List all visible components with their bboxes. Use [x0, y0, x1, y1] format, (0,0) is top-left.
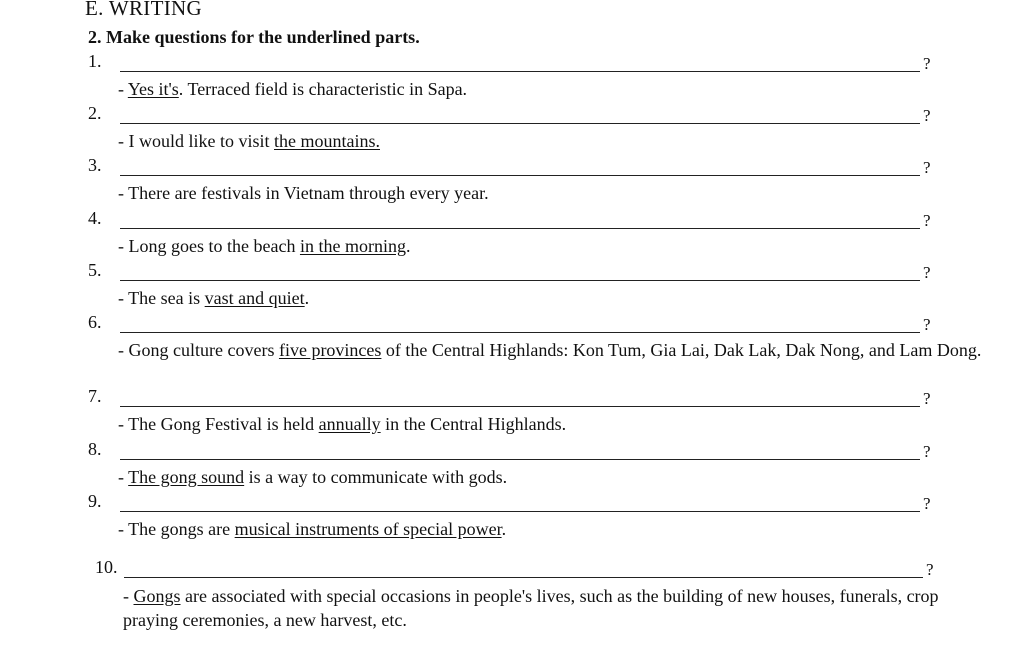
answer-blank-line[interactable] — [120, 406, 920, 407]
underlined-part: musical instruments of special power — [234, 519, 502, 539]
sentence-text: - The sea is — [118, 288, 205, 308]
answer-blank-line[interactable] — [120, 228, 920, 229]
answer-sentence — [118, 338, 993, 362]
question-mark: ? — [923, 263, 931, 282]
question-mark: ? — [923, 389, 931, 408]
item-number: 9. — [88, 491, 102, 511]
underlined-part: annually — [318, 414, 381, 434]
item-number: 4. — [88, 208, 102, 228]
answer-blank-line[interactable] — [120, 459, 920, 460]
sentence-text: - — [118, 79, 128, 99]
question-mark: ? — [923, 158, 931, 177]
sentence-text: - — [123, 586, 134, 606]
item-number: 10. — [95, 557, 118, 577]
answer-blank-line[interactable] — [120, 511, 920, 512]
question-mark: ? — [923, 106, 931, 125]
question-mark: ? — [923, 54, 931, 73]
sentence-text: in the Central Highlands. — [380, 414, 567, 434]
underlined-part: Gongs — [133, 586, 181, 606]
item-number: 1. — [88, 51, 102, 71]
answer-sentence — [123, 584, 993, 632]
sentence-text: - — [118, 467, 129, 487]
answer-blank-line[interactable] — [120, 123, 920, 124]
underlined-part: Yes it's — [127, 79, 179, 99]
item-number: 3. — [88, 155, 102, 175]
item-number: 5. — [88, 260, 102, 280]
sentence-text: . Terraced field is characteristic in Sapa. — [178, 79, 468, 99]
underlined-part: The gong sound — [128, 467, 245, 487]
sentence-text: are associated with special occasions in people's lives, such as the building of new houses, funerals, crop praying ceremonies, a new harvest, etc. — [123, 586, 939, 630]
sentence-text: - There are festivals in Vietnam through every year. — [118, 183, 489, 203]
question-mark: ? — [923, 315, 931, 334]
item-number: 7. — [88, 386, 102, 406]
sentence-text: . — [405, 236, 411, 256]
answer-sentence — [118, 412, 998, 436]
sentence-text: is a way to communicate with gods. — [244, 467, 508, 487]
answer-sentence — [118, 465, 998, 489]
answer-sentence — [118, 517, 998, 541]
item-number: 2. — [88, 103, 102, 123]
section-title: E. WRITING — [85, 0, 202, 20]
question-mark: ? — [923, 494, 931, 513]
sentence-text: - Long goes to the beach — [118, 236, 300, 256]
sentence-text: - The gongs are — [118, 519, 235, 539]
answer-blank-line[interactable] — [120, 332, 920, 333]
sentence-text: - Gong culture covers — [118, 340, 279, 360]
task-instruction: 2. Make questions for the underlined parts. — [88, 27, 420, 47]
sentence-text: - I would like to visit — [118, 131, 274, 151]
item-number: 6. — [88, 312, 102, 332]
underlined-part: vast and quiet — [204, 288, 305, 308]
answer-blank-line[interactable] — [124, 577, 923, 578]
sentence-text: . — [304, 288, 310, 308]
underlined-part: the mountains. — [274, 131, 380, 151]
answer-sentence — [118, 77, 998, 101]
answer-blank-line[interactable] — [120, 280, 920, 281]
question-mark: ? — [926, 560, 934, 579]
question-mark: ? — [923, 442, 931, 461]
sentence-text: - The Gong Festival is held — [118, 414, 319, 434]
underlined-part: five provinces — [278, 340, 382, 360]
answer-blank-line[interactable] — [120, 175, 920, 176]
answer-sentence — [118, 181, 998, 205]
sentence-text: of the Central Highlands: Kon Tum, Gia Lai, Dak Lak, Dak Nong, and Lam Dong. — [381, 340, 982, 360]
answer-sentence — [118, 286, 998, 310]
answer-sentence — [118, 129, 998, 153]
answer-sentence — [118, 234, 998, 258]
sentence-text: . — [501, 519, 507, 539]
item-number: 8. — [88, 439, 102, 459]
underlined-part: in the morning — [299, 236, 406, 256]
question-mark: ? — [923, 211, 931, 230]
answer-blank-line[interactable] — [120, 71, 920, 72]
